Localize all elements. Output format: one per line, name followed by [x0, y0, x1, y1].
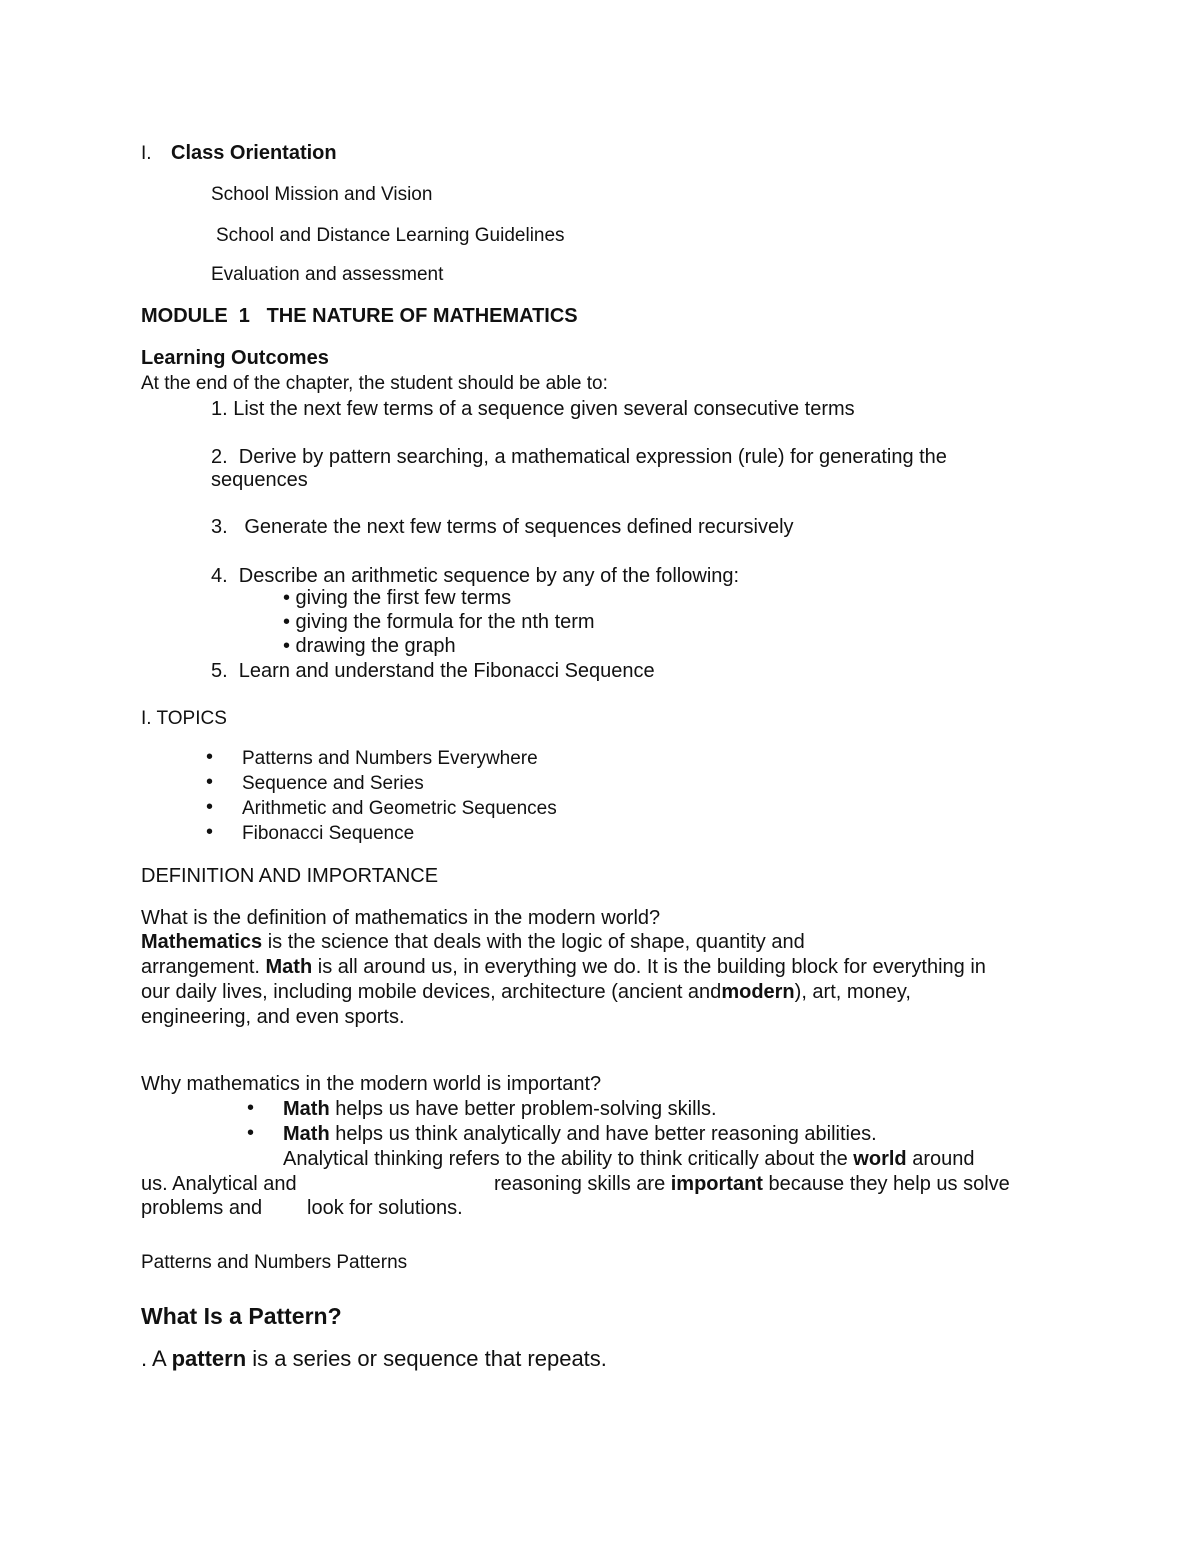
importance-line: us. Analytical and	[141, 1173, 297, 1195]
section-numeral: I.	[141, 143, 152, 164]
outcome-item: 1. List the next few terms of a sequence given several consecutive terms	[211, 398, 855, 420]
bold-term: Math	[283, 1123, 330, 1145]
text-run: helps us have better problem-solving skills.	[329, 1098, 717, 1120]
learning-outcomes-intro: At the end of the chapter, the student should be able to:	[141, 373, 608, 394]
topic-item: Sequence and Series	[242, 773, 424, 794]
orientation-item: School Mission and Vision	[211, 184, 433, 205]
topic-item: Fibonacci Sequence	[242, 823, 415, 844]
topic-item: Arithmetic and Geometric Sequences	[242, 798, 557, 819]
bullet-icon: •	[206, 821, 214, 843]
pattern-heading: What Is a Pattern?	[141, 1303, 342, 1329]
definition-heading: DEFINITION AND IMPORTANCE	[141, 865, 439, 887]
definition-line	[141, 981, 911, 1004]
text-run: is a series or sequence that repeats.	[246, 1346, 607, 1371]
learning-outcomes-heading: Learning Outcomes	[141, 347, 329, 369]
module-heading: MODULE 1 THE NATURE OF MATHEMATICS	[141, 305, 578, 327]
topic-item: Patterns and Numbers Everywhere	[242, 748, 538, 769]
importance-item	[283, 1098, 717, 1121]
definition-line: engineering, and even sports.	[141, 1006, 405, 1028]
outcome-item-continued: sequences	[211, 469, 308, 491]
bullet-icon: •	[206, 746, 214, 768]
importance-line: problems and	[141, 1197, 263, 1219]
bold-term: Mathematics	[141, 931, 263, 953]
pattern-definition	[141, 1346, 607, 1372]
importance-question: Why mathematics in the modern world is important?	[141, 1073, 602, 1095]
importance-item	[283, 1123, 877, 1146]
bullet-icon: •	[206, 771, 214, 793]
importance-line	[283, 1148, 974, 1171]
outcome-item: 5. Learn and understand the Fibonacci Sequence	[211, 660, 655, 682]
text-run: is the science that deals with the logic of shape, quantity and	[262, 931, 805, 953]
definition-line	[141, 956, 986, 979]
text-run: ), art, money,	[794, 981, 911, 1003]
outcome-sub-item: • drawing the graph	[283, 635, 456, 657]
orientation-item: Evaluation and assessment	[211, 264, 444, 285]
outcome-item: 2. Derive by pattern searching, a mathematical expression (rule) for generating the	[211, 446, 947, 468]
outcome-item: 3. Generate the next few terms of sequences defined recursively	[211, 516, 794, 538]
outcome-sub-item: • giving the formula for the nth term	[283, 611, 595, 633]
bullet-icon: •	[247, 1122, 255, 1144]
outcome-item: 4. Describe an arithmetic sequence by any of the following:	[211, 565, 740, 587]
text-run: because they help us solve	[762, 1173, 1010, 1195]
text-run: is all around us, in everything we do. It is the building block for everything in	[312, 956, 986, 978]
text-run: . A	[141, 1346, 172, 1371]
topics-heading: I. TOPICS	[141, 708, 227, 729]
definition-line	[141, 931, 805, 954]
bold-term: modern	[721, 981, 795, 1003]
bold-term: Math	[283, 1098, 330, 1120]
bold-term: important	[670, 1173, 763, 1195]
orientation-item: School and Distance Learning Guidelines	[216, 225, 565, 246]
importance-line	[494, 1173, 1010, 1196]
bullet-icon: •	[206, 796, 214, 818]
text-run: reasoning skills are	[494, 1173, 671, 1195]
outcome-sub-item: • giving the first few terms	[283, 587, 512, 609]
bold-term: world	[853, 1148, 907, 1170]
text-run: around	[906, 1148, 975, 1170]
text-run: Analytical thinking refers to the ability to think critically about the	[283, 1148, 854, 1170]
text-run: our daily lives, including mobile devices, architecture (ancient and	[141, 981, 722, 1003]
bullet-icon: •	[247, 1097, 255, 1119]
importance-line: look for solutions.	[307, 1197, 463, 1219]
text-run: arrangement.	[141, 956, 266, 978]
bold-term: Math	[265, 956, 313, 978]
class-orientation-title: Class Orientation	[171, 142, 337, 164]
definition-question: What is the definition of mathematics in the modern world?	[141, 907, 661, 929]
text-run: helps us think analytically and have better reasoning abilities.	[329, 1123, 877, 1145]
bold-term: pattern	[171, 1346, 247, 1371]
patterns-caption: Patterns and Numbers Patterns	[141, 1252, 408, 1273]
